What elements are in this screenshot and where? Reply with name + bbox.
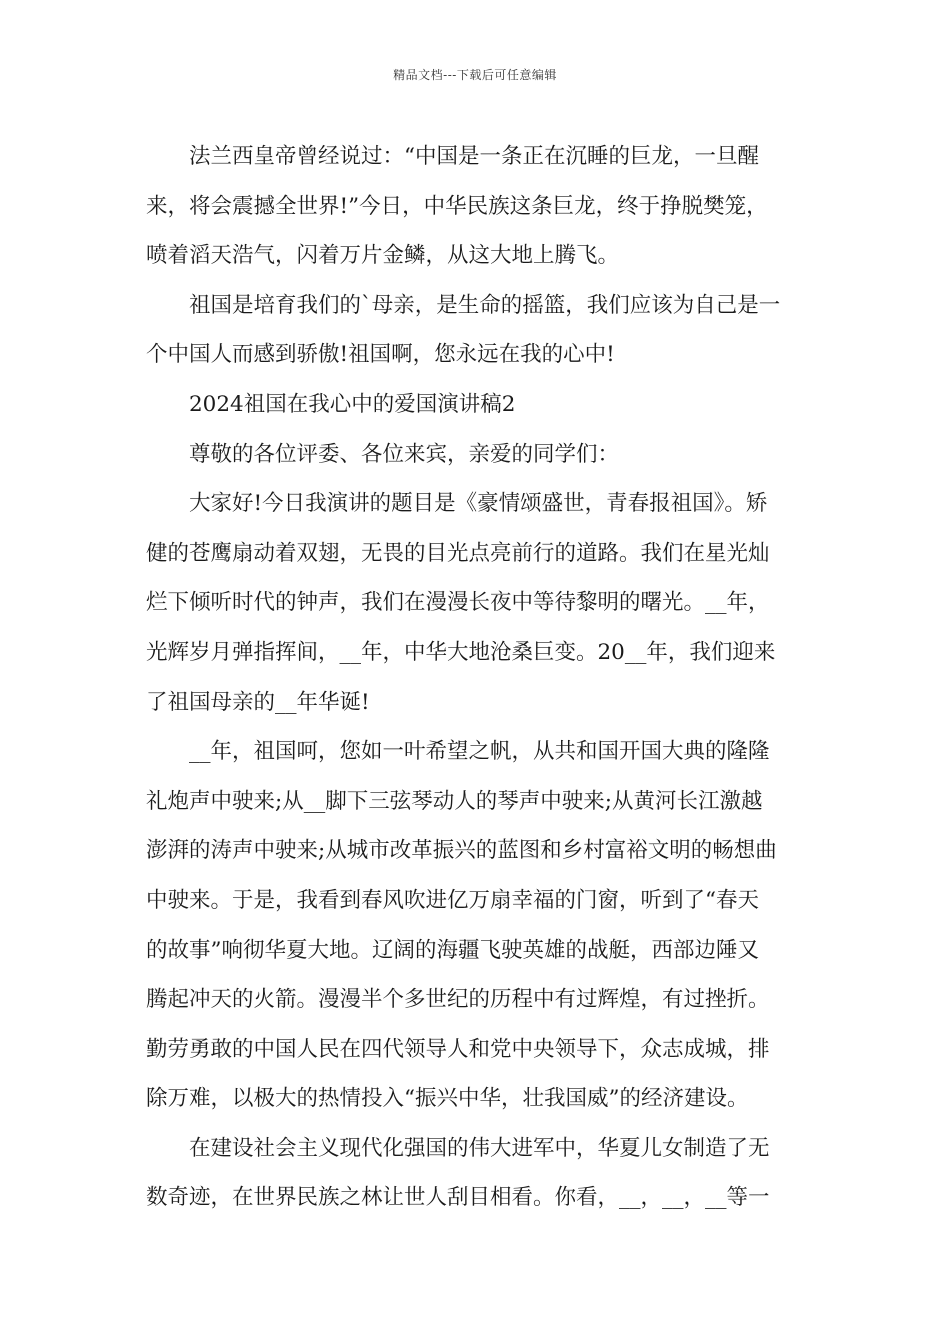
- text-line: 的故事”响彻华夏大地。辽阔的海疆飞驶英雄的战艇，西部边陲又: [146, 937, 759, 963]
- salutation: 尊敬的各位评委、各位来宾，亲爱的同学们：: [189, 441, 620, 467]
- text-line: 法兰西皇帝曾经说过：“中国是一条正在沉睡的巨龙，一旦醒: [189, 144, 759, 169]
- text-line: __年，祖国呵，您如一叶希望之帆，从共和国开国大典的隆隆: [189, 739, 770, 765]
- text-line: 光辉岁月弹指挥间，__年，中华大地沧桑巨变。20__年，我们迎来: [146, 639, 776, 665]
- text-line: 澎湃的涛声中驶来;从城市改革振兴的蓝图和乡村富裕文明的畅想曲: [146, 838, 777, 864]
- text-line: 祖国是培育我们的`母亲，是生命的摇篮，我们应该为自己是一: [189, 292, 781, 318]
- text-line: 礼炮声中驶来;从__脚下三弦琴动人的琴声中驶来;从黄河长江激越: [146, 788, 763, 814]
- text-line: 中驶来。于是，我看到春风吹进亿万扇幸福的门窗，听到了“春天: [146, 887, 759, 913]
- text-line: 烂下倾听时代的钟声，我们在漫漫长夜中等待黎明的曙光。__年，: [146, 590, 770, 616]
- text-line: 数奇迹，在世界民族之林让世人刮目相看。你看，__，__，__等一: [146, 1185, 770, 1211]
- text-line: 在建设社会主义现代化强国的伟大进军中，华夏儿女制造了无: [189, 1135, 770, 1161]
- text-line: 来，将会震撼全世界!”今日，中华民族这条巨龙，终于挣脱樊笼，: [146, 193, 768, 219]
- text-line: 了祖国母亲的__年华诞!: [146, 689, 370, 715]
- text-line: 个中国人而感到骄傲!祖国啊，您永远在我的心中!: [146, 342, 615, 368]
- text-line: 健的苍鹰扇动着双翅，无畏的目光点亮前行的道路。我们在星光灿: [146, 540, 770, 566]
- text-line: 大家好!今日我演讲的题目是《豪情颂盛世，青春报祖国》。矫: [189, 491, 768, 517]
- document-body: [146, 132, 806, 1223]
- text-line: 除万难，以极大的热情投入“振兴中华，壮我国威”的经济建设。: [146, 1086, 749, 1112]
- text-line: 勤劳勇敢的中国人民在四代领导人和党中央领导下，众志成城，排: [146, 1036, 770, 1062]
- section-heading: 2024祖国在我心中的爱国演讲稿2: [189, 391, 516, 417]
- text-line: 腾起冲天的火箭。漫漫半个多世纪的历程中有过辉煌，有过挫折。: [146, 987, 770, 1013]
- text-line: 喷着滔天浩气，闪着万片金鳞，从这大地上腾飞。: [146, 243, 620, 269]
- page-header: 精品文档---下载后可任意编辑: [393, 68, 557, 82]
